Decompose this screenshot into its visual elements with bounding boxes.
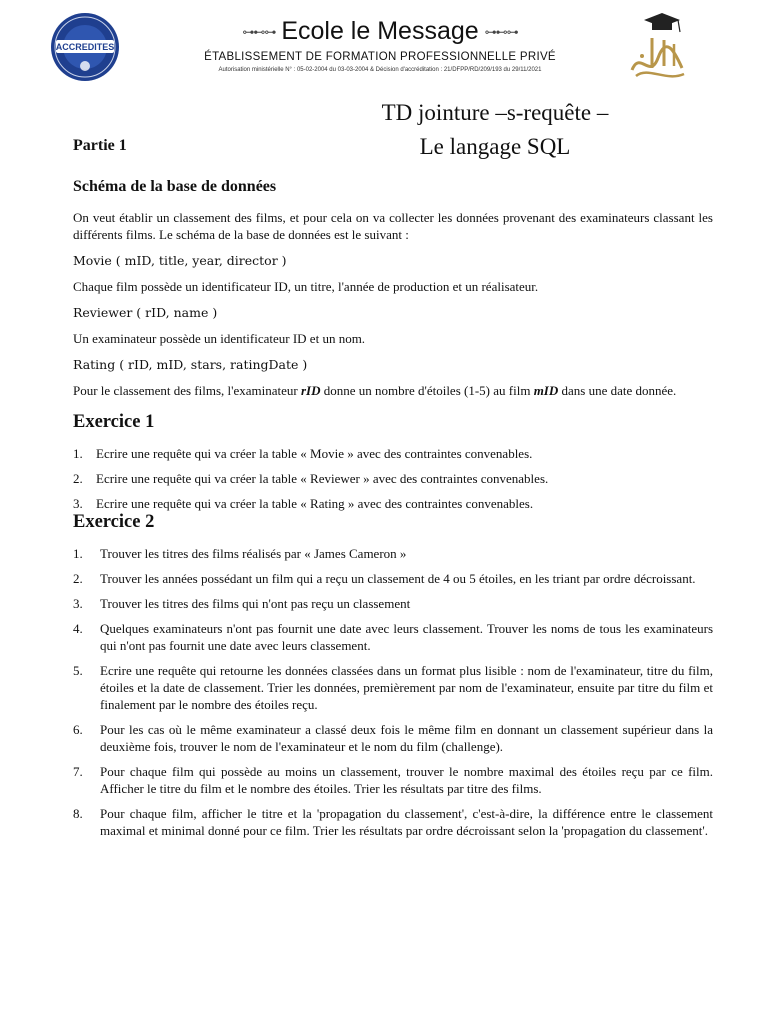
list-item: 5. Ecrire une requête qui retourne les données classées dans un format plus lisible : nom de l'examinateur, titre du film, étoiles et la date de classement. Trier les données, premièrement par nom de l'examinateur, ensuite par titre du film et finalement par le nombre des étoiles reçu. bbox=[73, 663, 713, 712]
exercice-2-heading: Exercice 2 bbox=[73, 512, 155, 532]
ornament-left-icon: ⊶⊷⊶ bbox=[242, 25, 276, 40]
badge-text: ACCREDITES bbox=[55, 42, 115, 52]
list-item: 2. Ecrire une requête qui va créer la table « Reviewer » avec des contraintes convenables. bbox=[73, 471, 549, 486]
list-item: 2. Trouver les années possédant un film qui a reçu un classement de 4 ou 5 étoiles, en les triant par ordre décroissant. bbox=[73, 571, 696, 586]
partie-heading: Partie 1 bbox=[73, 137, 127, 154]
schema-movie-desc: Chaque film possède un identificateur ID, un titre, l'année de production et un réalisateur. bbox=[73, 279, 539, 294]
schema-rating-desc: Pour le classement des films, l'examinateur rID donne un nombre d'étoiles (1-5) au film mID dans une date donnée. bbox=[73, 383, 677, 398]
exercice-1-heading: Exercice 1 bbox=[73, 412, 155, 432]
school-header bbox=[140, 16, 620, 73]
accreditation-badge-logo bbox=[50, 12, 120, 82]
schema-reviewer-desc: Un examinateur possède un identificateur ID et un nom. bbox=[73, 331, 366, 346]
schema-reviewer: Reviewer ( rID, name ) bbox=[73, 305, 218, 320]
title-line-2: Le langage SQL bbox=[419, 134, 571, 159]
document-body bbox=[73, 178, 713, 839]
document-title bbox=[330, 96, 660, 164]
schema-rating: Rating ( rID, mID, stars, ratingDate ) bbox=[73, 357, 308, 372]
schema-movie: Movie ( mID, title, year, director ) bbox=[73, 253, 287, 268]
school-authorization: Autorisation ministérielle N° : 05-02-2004 du 03-03-2004 & Décision d'accréditation : 21/DFPP/RD/209/193 du 29/11/2021 bbox=[218, 67, 542, 74]
title-line-1: TD jointure –s-requête – bbox=[381, 100, 609, 125]
list-item: 4. Quelques examinateurs n'ont pas fournit une date avec leurs classement. Trouver les noms de tous les examinateurs qui n'ont pas fournit une date avec leurs classement. bbox=[73, 621, 713, 653]
list-item: 3. Ecrire une requête qui va créer la table « Rating » avec des contraintes convenables. bbox=[73, 496, 534, 511]
exercice-2-list bbox=[73, 545, 713, 839]
school-name: Ecole le Message bbox=[281, 17, 479, 45]
list-item: 1. Trouver les titres des films réalisés par « James Cameron » bbox=[73, 546, 407, 561]
exercice-1-list bbox=[73, 445, 713, 512]
graduation-cap-calligraphy-logo bbox=[622, 10, 692, 86]
school-subtitle: ÉTABLISSEMENT DE FORMATION PROFESSIONNELLE PRIVÉ bbox=[204, 51, 556, 64]
list-item: 1. Ecrire une requête qui va créer la table « Movie » avec des contraintes convenables. bbox=[73, 446, 533, 461]
list-item: 8. Pour chaque film, afficher le titre et la 'propagation du classement', c'est-à-dire, la différence entre le classement maximal et minimal donné pour ce film. Trier les résultats par ordre décroissant selon la 'propagation du classement'. bbox=[73, 806, 713, 838]
list-item: 3. Trouver les titres des films qui n'ont pas reçu un classement bbox=[73, 596, 411, 611]
rid-emphasis: rID bbox=[300, 383, 321, 398]
ornament-right-icon: ⊶⊷⊶ bbox=[484, 25, 518, 40]
mid-emphasis: mID bbox=[533, 383, 559, 398]
schema-heading: Schéma de la base de données bbox=[73, 178, 277, 195]
list-item: 7. Pour chaque film qui possède au moins un classement, trouver le nombre maximal des étoiles reçu par ce film. Afficher le titre du film et le nombre des étoiles. Trier les résultats par titre des films. bbox=[73, 764, 713, 796]
schema-intro: On veut établir un classement des films, et pour cela on va collecter les données provenant des examinateurs classant les différents films. Le schéma de la base de données est le suivant : bbox=[73, 210, 713, 242]
list-item: 6. Pour les cas où le même examinateur a classé deux fois le même film en donnant un classement supérieur dans la deuxième fois, trouver le nom de l'examinateur et le nom du film (challenge). bbox=[73, 722, 713, 754]
